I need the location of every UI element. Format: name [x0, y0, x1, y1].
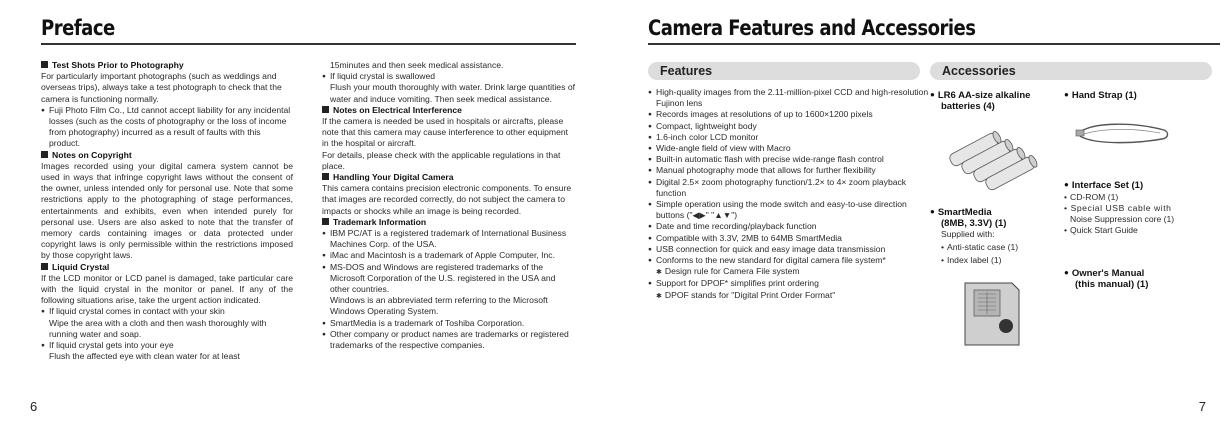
section-heading: [322, 172, 575, 183]
acc-strap-line1: ● Hand Strap (1): [1064, 90, 1214, 102]
section-heading: [41, 60, 293, 71]
bullet-item: ● If liquid crystal gets into your eye: [41, 340, 293, 351]
acc-smartmedia-item: • Anti-static case (1): [930, 242, 1060, 253]
acc-interface-set: [1064, 180, 1224, 236]
paragraph: If the camera is needed be used in hospitals or aircrafts, please note that this camera may cause interference to other equipment in the hospital or aircraft.: [322, 116, 569, 149]
square-bullet-icon: [41, 61, 48, 68]
bullet-item: ● Digital 2.5× zoom photography function/1.2× to 4× zoom playback function: [648, 177, 930, 199]
left-page: [0, 0, 600, 434]
acc-manual-line1: ● Owner's Manual: [1064, 268, 1214, 280]
preface-column-2: [322, 60, 575, 351]
bullet-item: ● 1.6-inch color LCD monitor: [648, 132, 930, 143]
acc-smartmedia-line1: ● SmartMedia: [930, 207, 1060, 219]
paragraph: This camera contains precision electronic components. To ensure that images are recorded correctly, do not subject the camera to impacts or shocks while an image is being recorded.: [322, 183, 572, 216]
accessories-heading: Accessories: [930, 62, 1212, 80]
square-bullet-icon: [322, 106, 329, 113]
page-number-left: 6: [30, 399, 38, 414]
section-heading: [322, 105, 575, 116]
bullet-item: ● Conforms to the new standard for digital camera file system*: [648, 255, 930, 266]
features-heading: Features: [648, 62, 920, 80]
bullet-item: ● MS-DOS and Windows are registered trademarks of the Microsoft Corporation of the U.S. registered in the USA and other countries.: [322, 262, 575, 296]
hand-strap-illustration: [1074, 118, 1174, 150]
square-bullet-icon: [322, 218, 329, 225]
bullet-item: ● Support for DPOF* simplifies print ordering: [648, 278, 930, 289]
bullet-item: ● Other company or product names are trademarks or registered trademarks of the respective companies.: [322, 329, 575, 351]
right-page: [624, 0, 1224, 434]
acc-strap: [1064, 90, 1214, 102]
title-rule-right: [648, 43, 1220, 45]
bullet-item: ● If liquid crystal is swallowed: [322, 71, 575, 82]
acc-interface-item: Noise Suppression core (1): [1070, 213, 1175, 224]
acc-smartmedia-sub: Supplied with:: [941, 229, 995, 239]
acc-smartmedia-item: • Index label (1): [930, 255, 1060, 266]
batteries-illustration: [942, 124, 1042, 194]
acc-interface-line1: ● Interface Set (1): [1064, 180, 1224, 192]
acc-batteries: [930, 90, 1060, 112]
acc-manual-line2: (this manual) (1): [1075, 278, 1149, 290]
section-heading-text: Notes on Electrical Interference: [333, 104, 462, 115]
paragraph: Images recorded using your digital camera system cannot be used in ways that infringe copyright laws without the consent of the owner, unless intended only for personal use. Note that some restrictions apply to the photographing of stage performances, entertainments and exhibits, even when intended purely for personal use. Users are also asked to note that the transfer of memory cards containing images or data protected under copyright laws is only permissible within the restrictions imposed by those copyright laws.: [41, 160, 293, 261]
acc-owners-manual: [1064, 268, 1214, 290]
section-heading: [322, 217, 575, 228]
bullet-item: ● Simple operation using the mode switch and easy-to-use direction buttons ("◀▶" "▲▼"): [648, 199, 930, 221]
paragraph: If the LCD monitor or LCD panel is damaged, take particular care with the liquid crystal in the monitor or panel. If any of the following situations arise, take the urgent action indicated.: [41, 272, 293, 306]
square-bullet-icon: [41, 263, 48, 270]
acc-interface-item: • Quick Start Guide: [1064, 225, 1224, 236]
bullet-item: ● SmartMedia is a trademark of Toshiba Corporation.: [322, 318, 575, 329]
page-title-preface: Preface: [41, 16, 115, 40]
smartmedia-card-illustration: [962, 280, 1022, 348]
acc-batteries-line2: batteries (4): [941, 100, 995, 112]
section-heading-text: Liquid Crystal: [52, 261, 110, 272]
bullet-item: ● Records images at resolutions of up to 1600×1200 pixels: [648, 109, 930, 120]
acc-smartmedia-line2: (8MB, 3.3V) (1): [941, 217, 1007, 229]
bullet-item: ● High-quality images from the 2.11-million-pixel CCD and high-resolution Fujinon lens: [648, 87, 930, 109]
paragraph: 15minutes and then seek medical assistance.: [330, 60, 504, 70]
bullet-item: ● Date and time recording/playback function: [648, 221, 930, 232]
section-heading: [41, 262, 293, 273]
bullet-item: ● If liquid crystal comes in contact with your skin: [41, 306, 293, 317]
page-title-features: Camera Features and Accessories: [648, 16, 976, 40]
section-heading-text: Trademark Information: [333, 216, 427, 227]
bullet-item: ● Built-in automatic flash with precise wide-range flash control: [648, 154, 930, 165]
bullet-item: ● USB connection for quick and easy image data transmission: [648, 244, 930, 255]
paragraph: Flush your mouth thoroughly with water. Drink large quantities of water and induce vomiting. Then seek medical assistance.: [330, 82, 575, 104]
paragraph: For details, please check with the applicable regulations in that place.: [322, 149, 561, 171]
acc-batteries-line1: ● LR6 AA-size alkaline: [930, 90, 1060, 102]
paragraph: For particularly important photographs (such as weddings and overseas trips), always take a test photograph to check that the camera is functioning normally.: [41, 71, 282, 104]
preface-column-1: [41, 60, 293, 362]
square-bullet-icon: [41, 151, 48, 158]
bullet-item: ● Fuji Photo Film Co., Ltd cannot accept liability for any incidental losses (such as the costs of photography or the loss of income from photography) incurred as a result of faults with this product.: [41, 105, 293, 150]
page-number-right: 7: [1198, 399, 1206, 414]
bullet-item: ● Compact, lightweight body: [648, 121, 930, 132]
features-list: [648, 87, 930, 302]
section-heading: [41, 150, 293, 161]
bullet-item: ● Manual photography mode that allows for further flexibility: [648, 165, 930, 176]
section-heading-text: Test Shots Prior to Photography: [52, 60, 184, 70]
acc-interface-item: • Special USB cable with: [1064, 203, 1224, 214]
paragraph: Wipe the area with a cloth and then wash thoroughly with running water and soap.: [49, 317, 267, 339]
bullet-item: ● Wide-angle field of view with Macro: [648, 143, 930, 154]
paragraph: Windows is an abbreviated term referring to the Microsoft Windows Operating System.: [330, 295, 548, 317]
acc-interface-item: • CD-ROM (1): [1064, 192, 1224, 203]
title-rule: [41, 43, 576, 45]
bullet-item: ● Compatible with 3.3V, 2MB to 64MB SmartMedia: [648, 233, 930, 244]
paragraph: Flush the affected eye with clean water for at least: [49, 351, 240, 362]
bullet-item: ● iMac and Macintosh is a trademark of Apple Computer, Inc.: [322, 250, 575, 261]
bullet-item: ● IBM PC/AT is a registered trademark of International Business Machines Corp. of the USA.: [322, 228, 575, 250]
footnote: ✱ Design rule for Camera File system: [648, 266, 930, 278]
square-bullet-icon: [322, 173, 329, 180]
footnote: ✱ DPOF stands for "Digital Print Order Format": [648, 290, 930, 302]
acc-smartmedia: [930, 207, 1060, 266]
section-heading-text: Notes on Copyright: [52, 149, 132, 160]
section-heading-text: Handling Your Digital Camera: [333, 172, 454, 183]
